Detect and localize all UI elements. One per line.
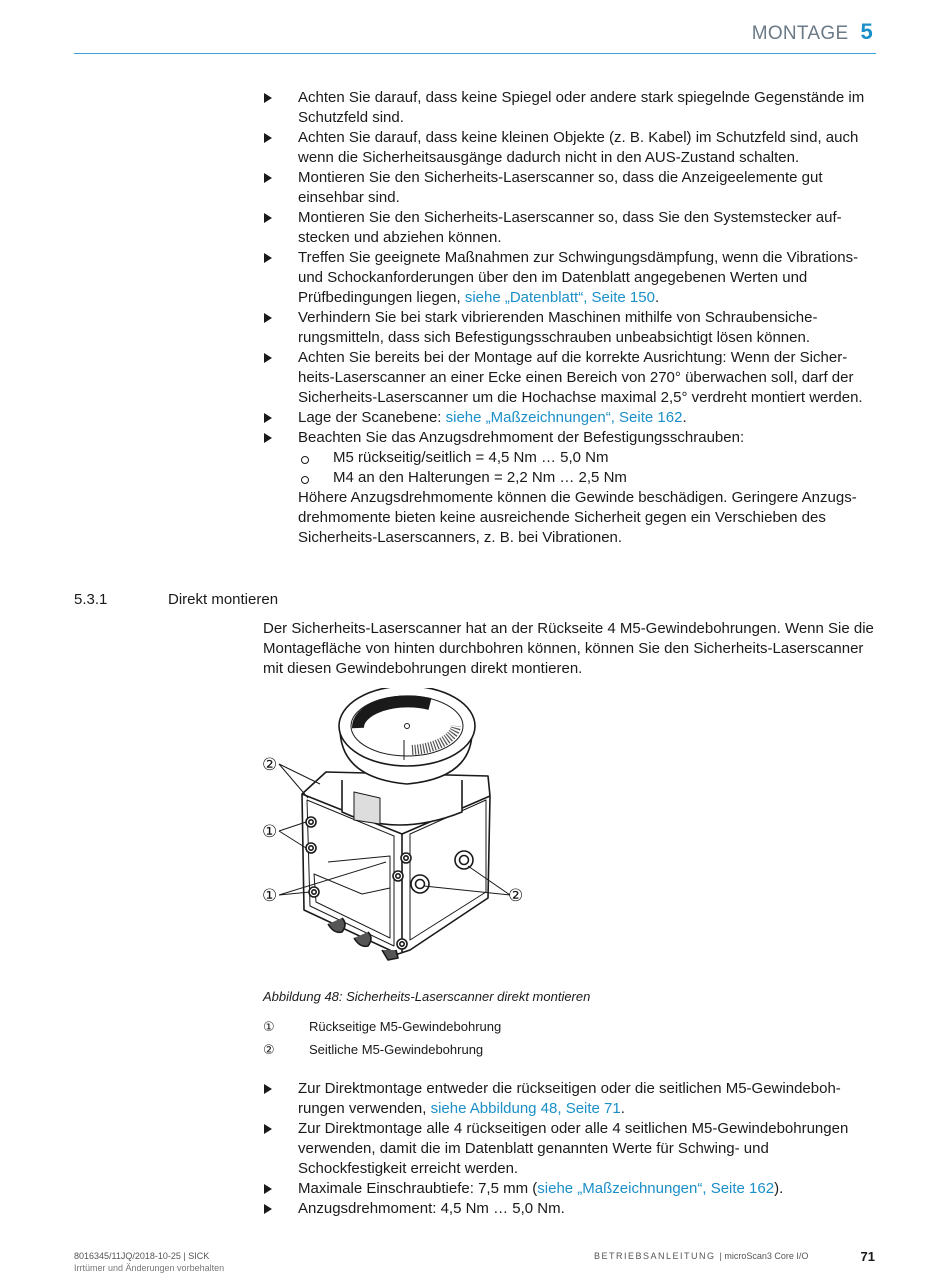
datasheet-link[interactable]: siehe „Datenblatt“, Seite 150 [464,289,655,306]
header-rule [74,53,876,54]
bullet-arrow-icon [264,1184,272,1194]
dimension-drawings-link[interactable]: siehe „Maßzeichnungen“, Seite 162 [445,409,683,426]
bullet-text: Lage der Scanebene: [298,409,446,426]
bullet-arrow-icon [264,1124,272,1134]
bullet-item [263,88,876,128]
top-instructions [263,88,876,548]
figure-caption: Abbildung 48: Sicherheits-Laserscanner direkt montieren [263,989,591,1004]
legend-row [263,1015,501,1038]
bullet-item [263,1119,876,1179]
header-section [752,19,873,45]
bullet-text: Zur Direktmontage entweder die rückseitigen oder die seitlichen M5-Gewindebohrungen verwenden, [298,1080,841,1117]
bullet-item [263,308,876,348]
figure-legend [263,1015,501,1061]
legend-row [263,1038,501,1061]
bullet-arrow-icon [264,1084,272,1094]
torque-item-text: M4 an den Halterungen = 2,2 Nm … 2,5 Nm [333,469,627,486]
section-intro: Der Sicherheits-Laserscanner hat an der Rückseite 4 M5-Gewindebohrungen. Wenn Sie die Montagefläche von hinten durchbohren können, können Sie den Sicherheits-Laserscanner mit diesen Gewindebohrungen direkt montieren. [263,620,874,677]
callout-2-top: ② [262,755,278,775]
bullet-text: Montieren Sie den Sicherheits-Laserscanner so, dass die Anzeigeelemente gut einsehbar sind. [298,169,823,206]
section-title: Direkt montieren [168,591,279,608]
bullet-item [263,1199,876,1219]
bullet-punct: . [620,1100,625,1117]
bullet-item [263,408,876,428]
bullet-punct: . [682,409,687,426]
bullet-item [263,248,876,308]
bullet-text: Montieren Sie den Sicherheits-Laserscanner so, dass Sie den Systemstecker aufstecken und abziehen können. [298,209,842,246]
bullet-arrow-icon [264,1204,272,1214]
bullet-punct: ). [774,1180,784,1197]
bullet-arrow-icon [264,133,272,143]
bullet-text: Anzugsdrehmoment: 4,5 Nm … 5,0 Nm. [298,1200,565,1217]
footer-manual [594,1250,808,1262]
bullet-punct: . [654,289,660,306]
bottom-instructions [263,1079,876,1219]
header-section-title: MONTAGE [751,23,849,44]
footer-manual-label: BETRIEBSANLEITUNG [594,1251,716,1261]
legend-label: Seitliche M5-Gewindebohrung [309,1042,484,1057]
bullet-arrow-icon [264,413,272,423]
footer-product: | microScan3 Core I/O [719,1251,809,1261]
bullet-text: Achten Sie darauf, dass keine kleinen Objekte (z. B. Kabel) im Schutzfeld sind, auch wenn die Sicherheitsausgänge dadurch nicht in den AUS-Zustand schalten. [298,129,859,166]
torque-item [298,468,876,488]
figure-48-link[interactable]: siehe Abbildung 48, Seite 71 [430,1100,621,1117]
footer-disclaimer: Irrtümer und Änderungen vorbehalten [74,1263,225,1273]
top-bullet-list [263,88,876,548]
bullet-item [263,208,876,248]
bullet-item [263,128,876,168]
callout-1-mid: ① [262,822,278,842]
header-chapter-number: 5 [860,19,873,44]
bullet-arrow-icon [264,213,272,223]
bullet-item [263,428,876,548]
circle-bullet-icon [301,456,309,464]
bullet-text: Zur Direktmontage alle 4 rückseitigen oder alle 4 seitlichen M5-Gewindebohrungen verwenden, damit die im Datenblatt genannten Werte für Schwing- und Schockfestigkeit erreicht werden. [298,1120,849,1177]
bullet-text: Verhindern Sie bei stark vibrierenden Maschinen mithilfe von Schraubensicherungsmitteln, dass sich Befestigungsschrauben unbeabsichtigt lösen können. [298,309,818,346]
bullet-arrow-icon [264,353,272,363]
footer-doc-id: 8016345/11JQ/2018-10-25 | SICK [74,1251,210,1261]
torque-sublist [298,448,876,488]
legend-label: Rückseitige M5-Gewindebohrung [309,1019,502,1034]
circle-bullet-icon [301,476,309,484]
bottom-bullet-list [263,1079,876,1219]
bullet-arrow-icon [264,313,272,323]
section-number: 5.3.1 [74,591,108,608]
bullet-item [263,1179,876,1199]
legend-number: ② [263,1042,275,1057]
torque-note: Höhere Anzugsdrehmomente können die Gewinde beschädigen. Geringere Anzugsdrehmomente bieten keine ausreichende Sicherheit gegen ein Verschieben des Sicherheits-Laserscanners, z. B. bei Vibrationen. [298,489,857,546]
bullet-arrow-icon [264,433,272,443]
scanner-figure [262,688,522,978]
callout-1-low: ① [262,886,278,906]
bullet-text: Beachten Sie das Anzugsdrehmoment der Befestigungsschrauben: [298,429,745,446]
page-number: 71 [860,1249,875,1264]
laser-scanner-illustration [262,688,522,978]
dimension-drawings-link[interactable]: siehe „Maßzeichnungen“, Seite 162 [537,1180,775,1197]
bullet-item [263,168,876,208]
bullet-text: Treffen Sie geeignete Maßnahmen zur Schwingungsdämpfung, wenn die Vibrations- und Schockanforderungen über den im Datenblatt angegebenen Werten und Prüfbedingungen liegen, [298,249,859,306]
callout-2-side: ② [508,886,522,906]
torque-item-text: M5 rückseitig/seitlich = 4,5 Nm … 5,0 Nm [333,449,609,466]
torque-item [298,448,876,468]
bullet-item [263,348,876,408]
bullet-text: Achten Sie darauf, dass keine Spiegel oder andere stark spiegelnde Gegenstände im Schutzfeld sind. [298,89,865,126]
bullet-arrow-icon [264,253,272,263]
bullet-text: Maximale Einschraubtiefe: 7,5 mm ( [298,1180,538,1197]
bullet-arrow-icon [264,93,272,103]
bullet-text: Achten Sie bereits bei der Montage auf die korrekte Ausrichtung: Wenn der Sicherheits-Laserscanner an einer Ecke einen Bereich von 270° überwachen soll, darf der Sicherheits-Laserscanner um die Hochachse maximal 2,5° verdreht montiert werden. [298,349,863,406]
legend-number: ① [263,1019,275,1034]
bullet-arrow-icon [264,173,272,183]
bullet-item [263,1079,876,1119]
footer-left [74,1250,224,1274]
